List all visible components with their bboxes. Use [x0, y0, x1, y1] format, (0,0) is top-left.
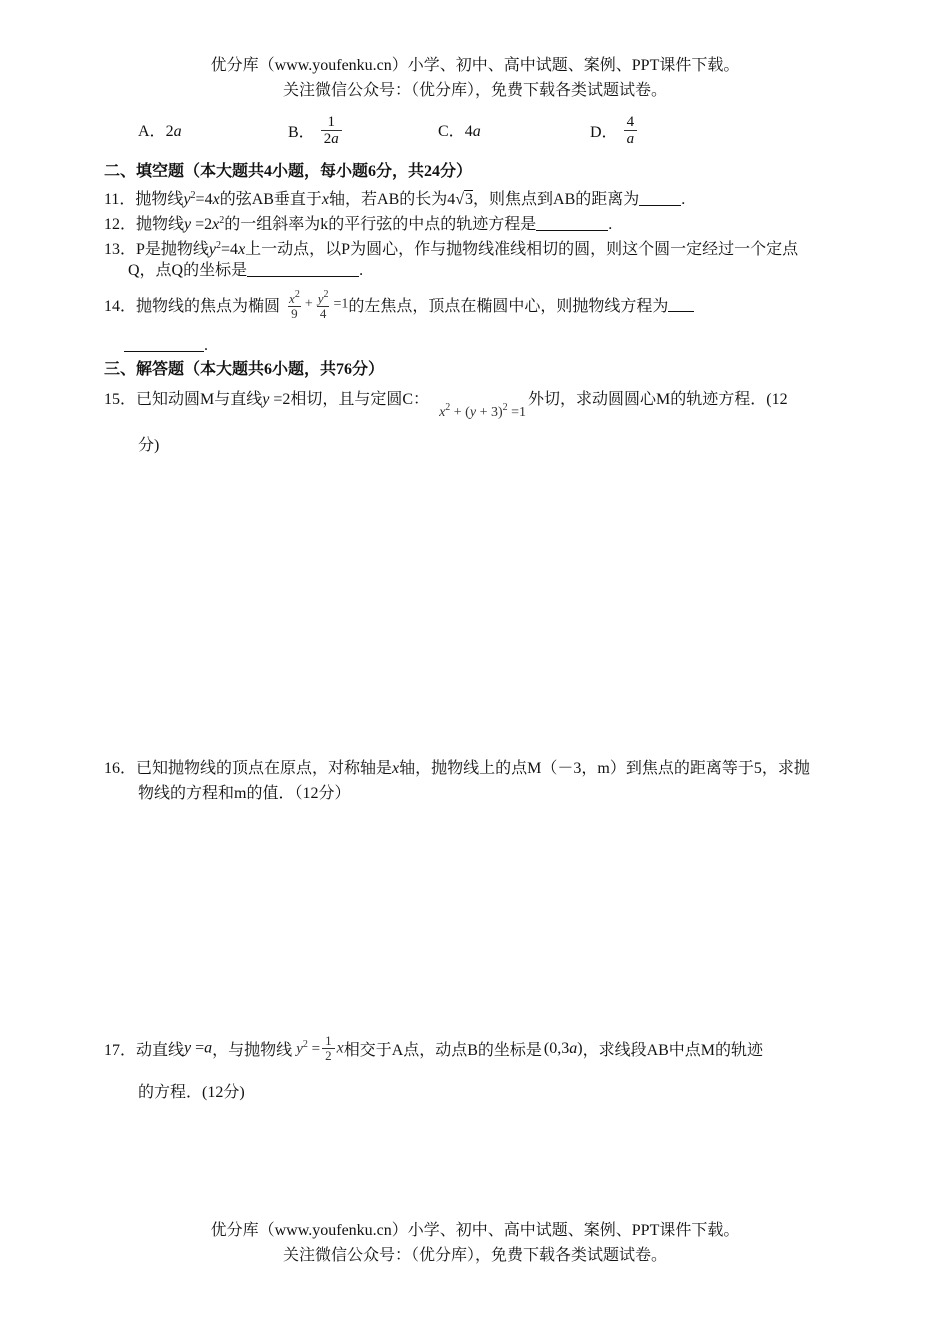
parabola-equation: $y^2$ = [296, 1039, 321, 1057]
option-d-fraction: $\frac{4}{a}$ [624, 114, 638, 147]
answer-blank-14a[interactable] [668, 297, 694, 312]
answer-blank-12[interactable] [536, 216, 608, 231]
footer-line-2: 关注微信公众号：（优分库），免费下载各类试题试卷。 [282, 1247, 667, 1264]
ellipse-fraction-x: $\frac{x^2}{9}$ [289, 289, 300, 321]
question-14-line-2: . [124, 336, 208, 356]
point-b-coordinate: (0,3a) [543, 1039, 583, 1057]
question-11: 11．抛物线$y^2=4x$的弦AB垂直于x轴，若AB的长为4√3，则焦点到AB的距离为 . [104, 190, 686, 208]
section-3-title: 三、解答题（本大题共6小题，共76分） [104, 361, 385, 378]
question-16-line-2: 物线的方程和m的值．（12分） [138, 785, 351, 802]
question-16-line-1: 16．已知抛物线的顶点在原点，对称轴是x轴，抛物线上的点M（－3，m）到焦点的距离等于5，求抛 [104, 760, 810, 777]
circle-equation: $x^2 + (y + 3)^2 =1$ [439, 402, 527, 420]
option-b-fraction: $\frac{1}{2a}$ [321, 114, 342, 147]
header-line-1: 优分库（www.youfenku.cn）小学、初中、高中试题、案例、PPT课件下载。 [210, 57, 740, 74]
question-15-line-1: 15．已知动圆M与直线y =2相切，且与定圆C：$x^2 + (y + 3)^2 =1$外切，求动圆圆心M的轨迹方程．(12 [104, 391, 788, 420]
parabola-fraction: $\frac{1}{2}$ [322, 1034, 335, 1063]
option-b: B． $\frac{1}{2a}$ [288, 114, 344, 147]
section-2-title: 二、填空题（本大题共4小题，每小题6分，共24分） [104, 163, 473, 180]
question-14: 14．抛物线的焦点为椭圆 $\frac{x^2}{9}$ + $\frac{y^2}{4}$ =1的左焦点，顶点在椭圆中心，则抛物线方程为 [104, 288, 694, 321]
answer-blank-11[interactable] [639, 191, 681, 206]
option-c: C．4a [438, 123, 481, 140]
footer-line-1: 优分库（www.youfenku.cn）小学、初中、高中试题、案例、PPT课件下载。 [210, 1222, 740, 1239]
sqrt-symbol: √3 [455, 191, 474, 208]
question-15-line-2: 分) [138, 437, 160, 454]
answer-blank-13[interactable] [247, 262, 359, 277]
question-13-line-1: 13．P是抛物线$y^2=4x$上一动点，以P为圆心，作与抛物线准线相切的圆，则这个圆一定经过一个定点 [104, 240, 799, 258]
question-17-line-2: 的方程．(12分) [138, 1084, 245, 1101]
answer-blank-14b[interactable] [124, 337, 204, 352]
header-line-2: 关注微信公众号：（优分库），免费下载各类试题试卷。 [282, 82, 667, 99]
ellipse-fraction-y: $\frac{y^2}{4}$ [317, 289, 329, 321]
question-13-line-2: Q，点Q的坐标是 . [128, 262, 364, 279]
option-d: D． $\frac{4}{a}$ [590, 114, 639, 147]
option-a: A．2a [138, 123, 182, 140]
question-17-line-1: 17．动直线y =a，与抛物线 $y^2$ = $\frac{1}{2}$ x相交于A点，动点B的坐标是 (0,3a)，求线段AB中点M的轨迹 [104, 1033, 764, 1063]
question-12: 12．抛物线$y =2x^2$的一组斜率为k的平行弦的中点的轨迹方程是 . [104, 215, 613, 233]
